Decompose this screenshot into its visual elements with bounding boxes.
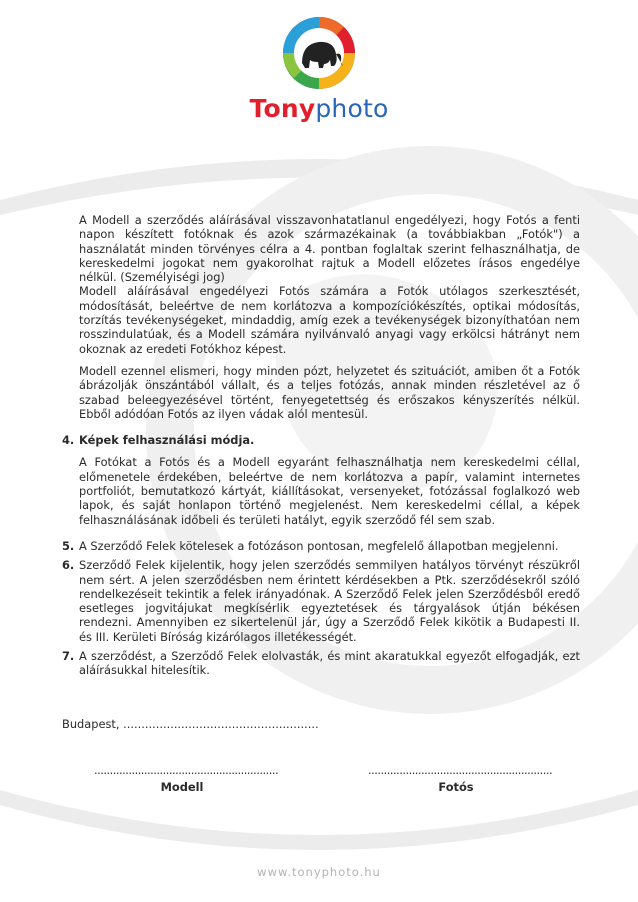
model-signature-block [94, 763, 279, 794]
clause-5 [62, 539, 580, 553]
clause-number: 7. [62, 649, 75, 664]
clause-number: 4. [62, 433, 75, 448]
clause-7 [62, 649, 580, 678]
clause-6 [62, 558, 580, 644]
model-signature-label: Modell [160, 780, 204, 794]
footer-website: www.tonyphoto.hu [257, 865, 381, 879]
clause-number: 6. [62, 558, 75, 573]
clause-title: Képek felhasználási módja. [79, 433, 255, 448]
photographer-signature-label: Fotós [438, 780, 474, 794]
place-date-line: Budapest, ...................................................... [62, 717, 319, 731]
brand-wordmark [0, 94, 638, 123]
paragraph-rights: A Modell a szerződés aláírásával visszavonhatatlanul engedélyezi, hogy Fotós a fenti napon készített fotóknak és azok származékainak (a továbbiakban „Fotók") a használatát minden törvényes célra a 4. pontban foglaltak szerint felhasználhatja, de kereskedelmi jogokat nem gyakorolhat rajtuk a Modell előzetes írásos engedélye nélkül. (Személyiségi jog) [79, 213, 580, 285]
clause-text: A Szerződő Felek kötelesek a fotózáson pontosan, megfelelő állapotban megjelenni. [79, 538, 559, 553]
camera-aperture-elephant-icon [282, 16, 356, 90]
clause-text: A szerződést, a Szerződő Felek elolvasták, és mint akaratukkal egyezőt elfogadják, ezt aláírásukkal hitelesítik. [79, 649, 580, 678]
contract-body [62, 213, 580, 678]
paragraph-consent: Modell ezennel elismeri, hogy minden pózt, helyzetet és szituációt, amiben őt a Fotók ábrázolják önszántából vállalt, és a teljes fotózás, annak minden részletével az ő szabad beleegyezésével történt, fenyegetettség és erőszakos kényszerítés nélkül. Ebből adódóan Fotós az ilyen vádak alól mentesül. [79, 363, 580, 421]
photographer-signature-line: ........................................................... [368, 763, 553, 777]
photographer-signature-block [368, 763, 553, 794]
clause-text: Szerződő Felek kijelentik, hogy jelen szerződés semmilyen hatályos törvényt részükről nem sért. A jelen szerződésben nem érintett kérdésekben a Ptk. szerződésekről szóló rendelkezéseit tekintik a felek irányadónak. A Szerződő Felek jelen Szerződésből eredő esetleges jogvitájukat megkísérlik egyeztetések és tárgyalások útján békésen rendezni. Amennyiben ez sikertelenül jár, úgy a Szerződő Felek kikötik a Budapesti II. és III. Kerületi Bíróság kizárólagos illetékességét. [79, 558, 580, 644]
clause-number: 5. [62, 538, 75, 553]
clause-4-heading [62, 433, 580, 447]
paragraph-editing: Modell aláírásával engedélyezi Fotós számára a Fotók utólagos szerkesztését, módosítását, beleértve de nem korlátozva a kompozíciókészítés, optikai módosítás, torzítás tevékenységeket, mindaddig, amíg ezek a tevékenységek bizonyíthatóan nem rosszindulatúak, és a Modell számára nyilvánvaló anyagi vagy erkölcsi hátrányt nem okoznak az eredeti Fotókhoz képest. [79, 284, 580, 356]
brand-name-part1: Tony [249, 94, 316, 123]
clause-4-text: A Fotókat a Fotós és a Modell egyaránt felhasználhatja nem kereskedelmi céllal, előmenetele érdekében, beleértve de nem korlátozva a papír, valamint internetes portfoliót, bemutatkozó kártyát, kiállításokat, versenyeket, fotózással foglalkozó web lapok, és saját honlapon történő megjelenést. Nem kereskedelmi céllal, a képek felhasználásának időbeli és területi hatályt, egyik szerződő fél sem szab. [79, 455, 580, 527]
brand-logo [0, 16, 638, 123]
brand-name-part2: photo [315, 94, 389, 123]
model-signature-line: ........................................................... [94, 763, 279, 777]
